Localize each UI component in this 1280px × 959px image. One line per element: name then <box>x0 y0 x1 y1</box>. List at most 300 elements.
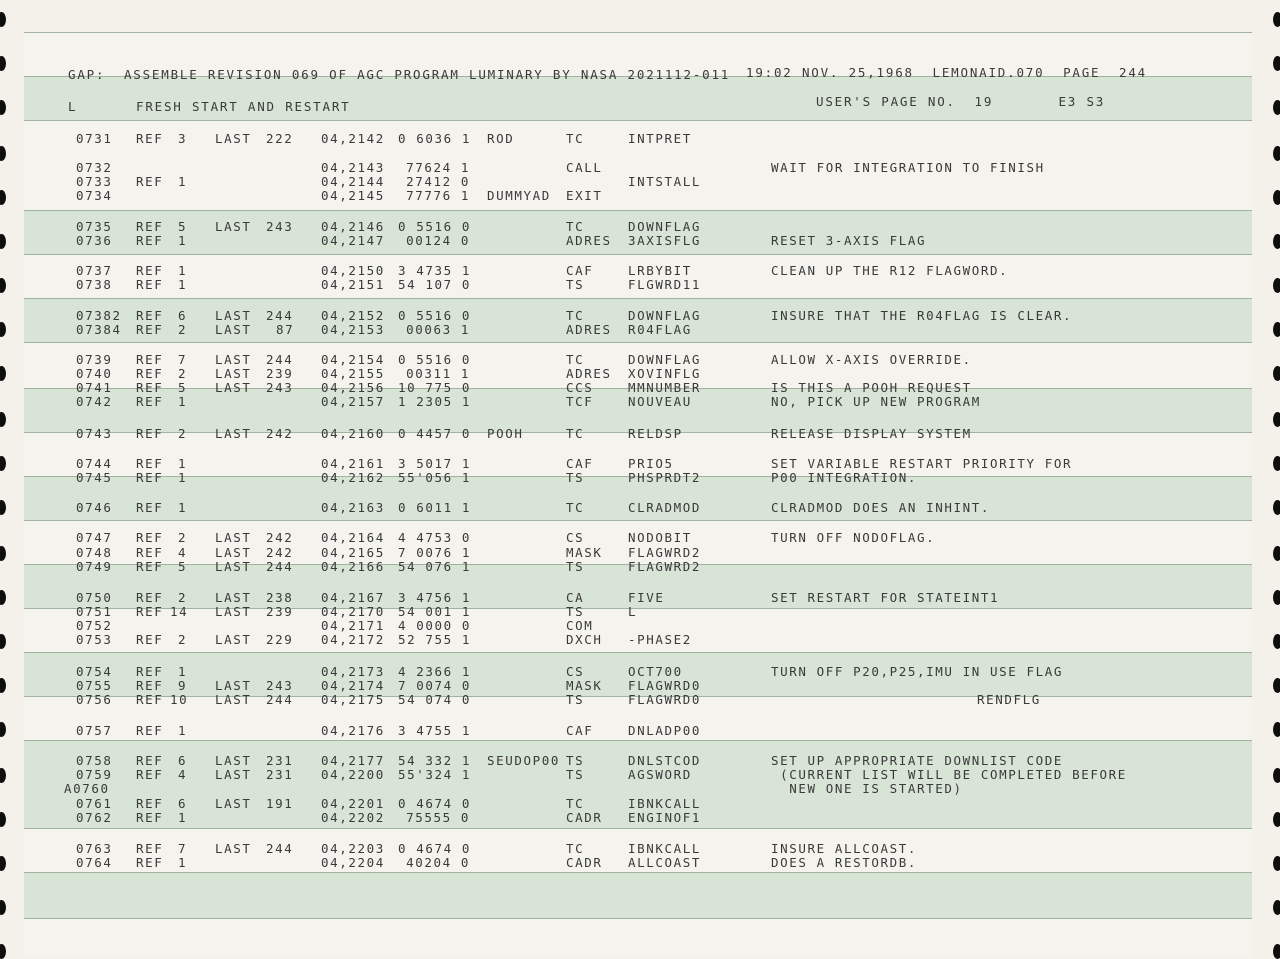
ref-label: REF <box>136 426 164 441</box>
paper-band <box>24 918 1252 958</box>
last-label: LAST <box>215 590 252 605</box>
operand: FLGWRD11 <box>628 277 702 292</box>
comment: INSURE ALLCOAST. <box>771 841 918 856</box>
ref-label: REF <box>136 366 164 381</box>
operand: INTSTALL <box>628 174 702 189</box>
line-number: 0747 <box>76 530 113 545</box>
tractor-hole <box>0 678 6 693</box>
opcode: TC <box>566 841 585 856</box>
octal-code: 0 5516 0 <box>398 219 472 234</box>
tractor-hole <box>1273 56 1280 71</box>
ref-count: 10 <box>170 692 189 707</box>
tractor-hole <box>0 456 6 471</box>
tractor-hole <box>1273 900 1280 915</box>
line-number: 0733 <box>76 174 113 189</box>
line-number: A0760 <box>64 781 110 796</box>
octal-code: 54 107 0 <box>398 277 472 292</box>
band-rule <box>24 828 1252 829</box>
ref-count: 6 <box>178 753 188 768</box>
octal-code: 3 4756 1 <box>398 590 472 605</box>
tractor-hole <box>0 900 6 915</box>
last-page: 231 <box>266 753 294 768</box>
line-number: 0761 <box>76 796 113 811</box>
ref-label: REF <box>136 131 164 146</box>
address: 04,2160 <box>321 426 385 441</box>
opcode: TS <box>566 753 585 768</box>
line-number: 0741 <box>76 380 113 395</box>
ref-count: 1 <box>178 456 188 471</box>
comment: SET UP APPROPRIATE DOWNLIST CODE <box>771 753 1064 768</box>
tractor-hole <box>1273 12 1280 27</box>
ref-count: 1 <box>178 233 188 248</box>
tractor-hole <box>1273 412 1280 427</box>
last-label: LAST <box>215 219 252 234</box>
ref-label: REF <box>136 174 164 189</box>
ref-count: 2 <box>178 366 188 381</box>
tractor-hole <box>1273 634 1280 649</box>
ref-label: REF <box>136 796 164 811</box>
tractor-hole <box>1273 366 1280 381</box>
ref-count: 5 <box>178 219 188 234</box>
ref-count: 5 <box>178 559 188 574</box>
ref-count: 1 <box>178 664 188 679</box>
operand: LRBYBIT <box>628 263 692 278</box>
tractor-hole <box>0 56 6 71</box>
last-page: 242 <box>266 530 294 545</box>
operand: FLAGWRD2 <box>628 559 702 574</box>
tractor-hole <box>0 634 6 649</box>
opcode: TS <box>566 767 585 782</box>
operand: NODOBIT <box>628 530 692 545</box>
ref-label: REF <box>136 352 164 367</box>
last-label: LAST <box>215 352 252 367</box>
operand: INTPRET <box>628 131 692 146</box>
octal-code: 52 755 1 <box>398 632 472 647</box>
band-rule <box>24 520 1252 521</box>
band-rule <box>24 254 1252 255</box>
operand: DNLSTCOD <box>628 753 702 768</box>
opcode: TCF <box>566 394 594 409</box>
ref-label: REF <box>136 500 164 515</box>
opcode: CA <box>566 590 585 605</box>
line-number: 0753 <box>76 632 113 647</box>
comment: SET VARIABLE RESTART PRIORITY FOR <box>771 456 1073 471</box>
octal-code: 55'324 1 <box>398 767 472 782</box>
line-number: 0762 <box>76 810 113 825</box>
ref-label: REF <box>136 277 164 292</box>
last-label: LAST <box>215 796 252 811</box>
octal-code: 00063 1 <box>406 322 470 337</box>
tractor-hole <box>1273 590 1280 605</box>
line-number: 0731 <box>76 131 113 146</box>
band-rule <box>24 652 1252 653</box>
last-page: 244 <box>266 841 294 856</box>
band-rule <box>24 918 1252 919</box>
last-page: 238 <box>266 590 294 605</box>
line-number: 0756 <box>76 692 113 707</box>
last-page: 239 <box>266 366 294 381</box>
operand: FIVE <box>628 590 665 605</box>
ref-count: 4 <box>178 767 188 782</box>
comment: CLRADMOD DOES AN INHINT. <box>771 500 991 515</box>
address: 04,2204 <box>321 855 385 870</box>
comment: INSURE THAT THE R04FLAG IS CLEAR. <box>771 308 1073 323</box>
line-number: 0742 <box>76 394 113 409</box>
address: 04,2162 <box>321 470 385 485</box>
address: 04,2175 <box>321 692 385 707</box>
last-label: LAST <box>215 753 252 768</box>
last-label: LAST <box>215 632 252 647</box>
tractor-hole <box>0 234 6 249</box>
tractor-hole <box>0 944 6 959</box>
ref-count: 1 <box>178 723 188 738</box>
operand: PHSPRDT2 <box>628 470 702 485</box>
opcode: CCS <box>566 380 594 395</box>
last-label: LAST <box>215 767 252 782</box>
operand: ENGINOF1 <box>628 810 702 825</box>
octal-code: 4 0000 0 <box>398 618 472 633</box>
operand: XOVINFLG <box>628 366 702 381</box>
ref-count: 6 <box>178 796 188 811</box>
ref-count: 2 <box>178 632 188 647</box>
tractor-hole <box>0 412 6 427</box>
tractor-hole <box>1273 678 1280 693</box>
comment: NEW ONE IS STARTED) <box>771 781 963 796</box>
ref-count: 1 <box>178 263 188 278</box>
band-rule <box>24 32 1252 33</box>
line-number: 0750 <box>76 590 113 605</box>
octal-code: 54 001 1 <box>398 604 472 619</box>
line-number: 0764 <box>76 855 113 870</box>
ref-count: 1 <box>178 855 188 870</box>
comment: CLEAN UP THE R12 FLAGWORD. <box>771 263 1009 278</box>
address: 04,2147 <box>321 233 385 248</box>
tractor-hole <box>0 100 6 115</box>
comment: IS THIS A POOH REQUEST <box>771 380 972 395</box>
tractor-hole <box>1273 856 1280 871</box>
line-number: 0735 <box>76 219 113 234</box>
octal-code: 55'056 1 <box>398 470 472 485</box>
ref-label: REF <box>136 590 164 605</box>
octal-code: 0 6036 1 <box>398 131 472 146</box>
ref-label: REF <box>136 767 164 782</box>
tractor-hole <box>1273 146 1280 161</box>
ref-count: 1 <box>178 810 188 825</box>
ref-count: 2 <box>178 322 188 337</box>
tractor-hole <box>0 768 6 783</box>
opcode: TC <box>566 308 585 323</box>
operand: -PHASE2 <box>628 632 692 647</box>
opcode: COM <box>566 618 594 633</box>
opcode: EXIT <box>566 188 603 203</box>
last-page: 243 <box>266 219 294 234</box>
last-page: 242 <box>266 426 294 441</box>
ref-count: 1 <box>178 394 188 409</box>
header-date-page: 19:02 NOV. 25,1968 LEMONAID.070 PAGE 244 <box>746 65 1148 80</box>
address: 04,2155 <box>321 366 385 381</box>
comment: SET RESTART FOR STATEINT1 <box>771 590 1000 605</box>
line-number: 0755 <box>76 678 113 693</box>
comment: TURN OFF P20,P25,IMU IN USE FLAG <box>771 664 1064 679</box>
ref-label: REF <box>136 841 164 856</box>
last-label: LAST <box>215 308 252 323</box>
opcode: TS <box>566 277 585 292</box>
operand: 3AXISFLG <box>628 233 702 248</box>
comment: DOES A RESTORDB. <box>771 855 918 870</box>
octal-code: 0 5516 0 <box>398 352 472 367</box>
ref-count: 2 <box>178 426 188 441</box>
address: 04,2156 <box>321 380 385 395</box>
line-number: 07382 <box>76 308 122 323</box>
address: 04,2173 <box>321 664 385 679</box>
octal-code: 0 4674 0 <box>398 796 472 811</box>
octal-code: 77624 1 <box>406 160 470 175</box>
octal-code: 7 0076 1 <box>398 545 472 560</box>
line-number: 0738 <box>76 277 113 292</box>
last-page: 239 <box>266 604 294 619</box>
comment: RELEASE DISPLAY SYSTEM <box>771 426 972 441</box>
line-number: 0758 <box>76 753 113 768</box>
tractor-hole <box>1273 944 1280 959</box>
address: 04,2146 <box>321 219 385 234</box>
opcode: CAF <box>566 456 594 471</box>
octal-code: 4 2366 1 <box>398 664 472 679</box>
operand: R04FLAG <box>628 322 692 337</box>
operand: PRIO5 <box>628 456 674 471</box>
operand: DOWNFLAG <box>628 219 702 234</box>
line-number: 0754 <box>76 664 113 679</box>
ref-label: REF <box>136 692 164 707</box>
address: 04,2145 <box>321 188 385 203</box>
tractor-hole <box>1273 500 1280 515</box>
octal-code: 4 4753 0 <box>398 530 472 545</box>
operand: CLRADMOD <box>628 500 702 515</box>
line-number: 07384 <box>76 322 122 337</box>
opcode: TC <box>566 352 585 367</box>
opcode: TC <box>566 131 585 146</box>
comment: WAIT FOR INTEGRATION TO FINISH <box>771 160 1045 175</box>
opcode: MASK <box>566 545 603 560</box>
opcode: CAF <box>566 263 594 278</box>
address: 04,2163 <box>321 500 385 515</box>
tractor-hole <box>1273 768 1280 783</box>
line-number: 0759 <box>76 767 113 782</box>
tractor-hole <box>0 278 6 293</box>
opcode: TC <box>566 796 585 811</box>
tractor-hole <box>0 722 6 737</box>
last-label: LAST <box>215 841 252 856</box>
ref-count: 14 <box>170 604 189 619</box>
operand: L <box>628 604 638 619</box>
symbol-label: DUMMYAD <box>487 188 551 203</box>
address: 04,2151 <box>321 277 385 292</box>
octal-code: 0 6011 1 <box>398 500 472 515</box>
octal-code: 54 074 0 <box>398 692 472 707</box>
tractor-hole <box>0 546 6 561</box>
address: 04,2152 <box>321 308 385 323</box>
symbol-label: SEUDOP00 <box>487 753 561 768</box>
ref-count: 1 <box>178 277 188 292</box>
ref-label: REF <box>136 559 164 574</box>
band-rule <box>24 872 1252 873</box>
octal-code: 00311 1 <box>406 366 470 381</box>
octal-code: 0 4674 0 <box>398 841 472 856</box>
last-page: 191 <box>266 796 294 811</box>
operand: ALLCOAST <box>628 855 702 870</box>
last-label: LAST <box>215 545 252 560</box>
ref-label: REF <box>136 322 164 337</box>
octal-code: 0 4457 0 <box>398 426 472 441</box>
address: 04,2166 <box>321 559 385 574</box>
tractor-hole <box>0 500 6 515</box>
header-section-title: FRESH START AND RESTART <box>136 99 351 114</box>
opcode: DXCH <box>566 632 603 647</box>
opcode: MASK <box>566 678 603 693</box>
band-rule <box>24 120 1252 121</box>
tractor-hole <box>1273 278 1280 293</box>
octal-code: 77776 1 <box>406 188 470 203</box>
last-page: 231 <box>266 767 294 782</box>
address: 04,2167 <box>321 590 385 605</box>
tractor-hole <box>0 366 6 381</box>
operand: AGSWORD <box>628 767 692 782</box>
last-page: 244 <box>266 692 294 707</box>
line-number: 0736 <box>76 233 113 248</box>
opcode: CS <box>566 664 585 679</box>
tractor-hole <box>0 812 6 827</box>
octal-code: 75555 0 <box>406 810 470 825</box>
line-number: 0748 <box>76 545 113 560</box>
opcode: CAF <box>566 723 594 738</box>
operand: FLAGWRD2 <box>628 545 702 560</box>
last-label: LAST <box>215 530 252 545</box>
line-number: 0746 <box>76 500 113 515</box>
last-page: 87 <box>276 322 295 337</box>
line-number: 0740 <box>76 366 113 381</box>
last-label: LAST <box>215 366 252 381</box>
ref-label: REF <box>136 394 164 409</box>
last-label: LAST <box>215 322 252 337</box>
last-page: 244 <box>266 559 294 574</box>
ref-label: REF <box>136 219 164 234</box>
ref-label: REF <box>136 678 164 693</box>
operand: DOWNFLAG <box>628 352 702 367</box>
comment: ALLOW X-AXIS OVERRIDE. <box>771 352 972 367</box>
comment: RESET 3-AXIS FLAG <box>771 233 927 248</box>
ref-count: 2 <box>178 590 188 605</box>
last-label: LAST <box>215 678 252 693</box>
address: 04,2165 <box>321 545 385 560</box>
address: 04,2201 <box>321 796 385 811</box>
opcode: CALL <box>566 160 603 175</box>
octal-code: 40204 0 <box>406 855 470 870</box>
address: 04,2161 <box>321 456 385 471</box>
band-rule <box>24 740 1252 741</box>
ref-count: 9 <box>178 678 188 693</box>
last-label: LAST <box>215 692 252 707</box>
ref-label: REF <box>136 632 164 647</box>
octal-code: 1 2305 1 <box>398 394 472 409</box>
ref-label: REF <box>136 233 164 248</box>
ref-label: REF <box>136 470 164 485</box>
header-user-page: USER'S PAGE NO. 19 E3 S3 <box>816 94 1106 109</box>
last-page: 222 <box>266 131 294 146</box>
ref-label: REF <box>136 604 164 619</box>
opcode: ADRES <box>566 233 612 248</box>
octal-code: 54 076 1 <box>398 559 472 574</box>
ref-label: REF <box>136 855 164 870</box>
tractor-hole <box>1273 722 1280 737</box>
ref-count: 2 <box>178 530 188 545</box>
last-page: 244 <box>266 352 294 367</box>
octal-code: 00124 0 <box>406 233 470 248</box>
comment: NO, PICK UP NEW PROGRAM <box>771 394 981 409</box>
operand: DNLADP00 <box>628 723 702 738</box>
line-number: 0732 <box>76 160 113 175</box>
operand: MMNUMBER <box>628 380 702 395</box>
address: 04,2142 <box>321 131 385 146</box>
opcode: CS <box>566 530 585 545</box>
ref-label: REF <box>136 664 164 679</box>
operand: NOUVEAU <box>628 394 692 409</box>
ref-label: REF <box>136 753 164 768</box>
ref-label: REF <box>136 545 164 560</box>
last-label: LAST <box>215 380 252 395</box>
ref-count: 7 <box>178 841 188 856</box>
band-rule <box>24 342 1252 343</box>
ref-label: REF <box>136 456 164 471</box>
ref-count: 1 <box>178 500 188 515</box>
ref-label: REF <box>136 380 164 395</box>
ref-label: REF <box>136 723 164 738</box>
tractor-hole <box>0 590 6 605</box>
opcode: TC <box>566 426 585 441</box>
ref-count: 4 <box>178 545 188 560</box>
octal-code: 0 5516 0 <box>398 308 472 323</box>
tractor-hole <box>1273 234 1280 249</box>
line-number: 0739 <box>76 352 113 367</box>
ref-count: 7 <box>178 352 188 367</box>
address: 04,2157 <box>321 394 385 409</box>
operand: IBNKCALL <box>628 841 702 856</box>
opcode: ADRES <box>566 322 612 337</box>
last-page: 243 <box>266 678 294 693</box>
address: 04,2144 <box>321 174 385 189</box>
tractor-hole <box>0 322 6 337</box>
last-label: LAST <box>215 426 252 441</box>
last-page: 242 <box>266 545 294 560</box>
address: 04,2203 <box>321 841 385 856</box>
tractor-hole <box>1273 100 1280 115</box>
last-page: 244 <box>266 308 294 323</box>
ref-count: 6 <box>178 308 188 323</box>
octal-code: 10 775 0 <box>398 380 472 395</box>
last-label: LAST <box>215 131 252 146</box>
octal-code: 3 4755 1 <box>398 723 472 738</box>
ref-count: 3 <box>178 131 188 146</box>
line-number: 0757 <box>76 723 113 738</box>
ref-count: 5 <box>178 380 188 395</box>
line-number: 0743 <box>76 426 113 441</box>
tractor-hole <box>1273 546 1280 561</box>
last-label: LAST <box>215 559 252 574</box>
octal-code: 7 0074 0 <box>398 678 472 693</box>
ref-label: REF <box>136 263 164 278</box>
line-number: 0752 <box>76 618 113 633</box>
tractor-hole <box>0 190 6 205</box>
address: 04,2171 <box>321 618 385 633</box>
address: 04,2177 <box>321 753 385 768</box>
